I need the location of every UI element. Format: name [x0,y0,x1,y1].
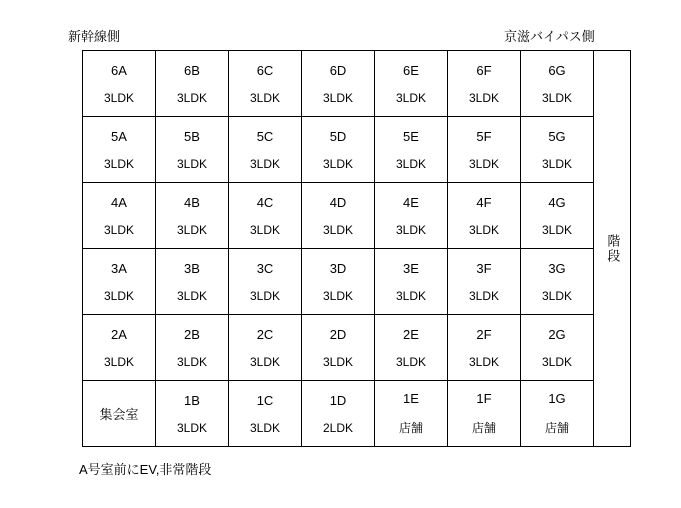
unit-cell[interactable] [229,51,302,117]
unit-cell[interactable] [302,315,375,381]
room-number: 1G [548,391,566,406]
stairs-cell [594,51,631,447]
room-number: 3E [403,260,419,276]
room-type: 3LDK [395,354,427,369]
unit-cell[interactable] [375,381,448,447]
left-side-label: 新幹線側 [68,29,121,44]
unit-cell[interactable] [156,315,229,381]
room-number: 2F [476,326,492,342]
room-number: 3F [476,260,492,276]
unit-cell[interactable] [229,249,302,315]
room-number: 4G [548,194,566,210]
unit-cell[interactable] [229,315,302,381]
room-type: 3LDK [103,288,135,303]
room-type: 3LDK [103,156,135,171]
unit-grid-body [83,51,631,447]
unit-cell[interactable] [375,183,448,249]
room-type: 3LDK [103,90,135,105]
unit-cell[interactable] [83,51,156,117]
room-number: 2D [329,326,347,342]
table-row [83,183,631,249]
room-number: 5D [329,128,347,144]
room-type: 3LDK [176,156,208,171]
room-number: 5G [548,128,566,144]
footnote-text: A号室前にEV,非常階段 [79,462,212,477]
unit-cell[interactable] [302,249,375,315]
room-number: 3C [256,260,274,276]
room-number: 6A [111,62,127,78]
right-side-label: 京滋バイパス側 [504,29,595,44]
room-type: 3LDK [249,420,281,435]
unit-cell[interactable] [521,51,594,117]
room-number: 6G [548,62,566,78]
room-number: 2G [548,326,566,342]
room-number: 2A [111,326,127,342]
unit-cell[interactable] [229,381,302,447]
unit-cell[interactable] [448,117,521,183]
room-number: 6B [184,62,200,78]
room-number: 1F [476,391,492,406]
unit-cell[interactable] [156,249,229,315]
unit-cell[interactable] [83,117,156,183]
unit-cell[interactable] [302,183,375,249]
room-type: 3LDK [176,420,208,435]
room-number: 3G [548,260,566,276]
unit-cell[interactable] [375,117,448,183]
room-type: 3LDK [176,90,208,105]
unit-cell[interactable] [375,51,448,117]
room-type: 3LDK [322,222,354,237]
unit-cell[interactable] [302,51,375,117]
unit-cell[interactable] [375,315,448,381]
room-type: 3LDK [395,222,427,237]
unit-cell[interactable] [156,183,229,249]
room-type: 3LDK [103,222,135,237]
unit-cell[interactable] [521,183,594,249]
room-number: 3B [184,260,200,276]
unit-cell[interactable] [156,51,229,117]
unit-cell[interactable] [448,183,521,249]
unit-cell[interactable] [83,315,156,381]
room-type: 3LDK [322,354,354,369]
room-type: 3LDK [176,354,208,369]
unit-cell[interactable] [302,117,375,183]
room-type: 3LDK [468,90,500,105]
room-number: 5C [256,128,274,144]
room-number: 6C [256,62,274,78]
room-type: 3LDK [249,90,281,105]
unit-cell[interactable] [375,249,448,315]
room-number: 6F [476,62,492,78]
room-number: 1B [184,392,200,408]
room-type: 店舗 [398,421,423,435]
room-type: 3LDK [468,354,500,369]
unit-cell[interactable] [521,249,594,315]
room-type: 3LDK [176,222,208,237]
unit-cell[interactable] [229,117,302,183]
room-type: 店舗 [471,421,496,435]
room-type: 3LDK [468,156,500,171]
room-number: 4C [256,194,274,210]
room-type: 3LDK [541,90,573,105]
room-number: 4A [111,194,127,210]
room-number: 4E [403,194,419,210]
room-type: 3LDK [249,288,281,303]
room-number: 2B [184,326,200,342]
room-number: 3D [329,260,347,276]
unit-cell[interactable] [448,249,521,315]
room-type: 3LDK [249,222,281,237]
table-row [83,315,631,381]
unit-cell[interactable] [156,117,229,183]
room-number: 5F [476,128,492,144]
room-number: 1C [256,392,274,408]
room-number: 5E [403,128,419,144]
unit-cell[interactable] [521,117,594,183]
room-type: 3LDK [103,354,135,369]
room-type: 3LDK [541,354,573,369]
room-type: 2LDK [322,420,354,435]
room-number: 3A [111,260,127,276]
unit-cell[interactable] [302,381,375,447]
unit-cell[interactable] [521,315,594,381]
room-number: 6E [403,62,419,78]
room-number: 4D [329,194,347,210]
table-row [83,51,631,117]
unit-cell[interactable] [83,249,156,315]
room-type: 3LDK [249,354,281,369]
unit-cell[interactable] [448,51,521,117]
unit-cell[interactable] [229,183,302,249]
room-type: 店舗 [544,421,569,435]
room-type: 3LDK [395,288,427,303]
room-number: 2C [256,326,274,342]
unit-grid-wrapper [82,50,631,447]
room-number: 4F [476,194,492,210]
room-type: 3LDK [395,90,427,105]
unit-cell[interactable] [156,381,229,447]
room-number: 4B [184,194,200,210]
room-label: 集会室 [99,407,139,422]
room-number: 6D [329,62,347,78]
unit-cell-meeting-room[interactable] [83,381,156,447]
room-number: 5A [111,128,127,144]
room-type: 3LDK [541,156,573,171]
room-number: 5B [184,128,200,144]
room-type: 3LDK [322,156,354,171]
room-type: 3LDK [395,156,427,171]
room-type: 3LDK [322,288,354,303]
unit-cell[interactable] [521,381,594,447]
room-type: 3LDK [322,90,354,105]
room-type: 3LDK [541,288,573,303]
room-type: 3LDK [468,288,500,303]
room-type: 3LDK [249,156,281,171]
unit-cell[interactable] [448,315,521,381]
room-number: 1E [403,391,419,406]
table-row [83,249,631,315]
room-type: 3LDK [176,288,208,303]
table-row [83,381,631,447]
unit-cell[interactable] [83,183,156,249]
stairs-label: 階段 [605,233,621,264]
room-number: 1D [329,392,347,408]
unit-grid-table [82,50,631,447]
room-type: 3LDK [468,222,500,237]
room-type: 3LDK [541,222,573,237]
unit-cell[interactable] [448,381,521,447]
room-number: 2E [403,326,419,342]
table-row [83,117,631,183]
